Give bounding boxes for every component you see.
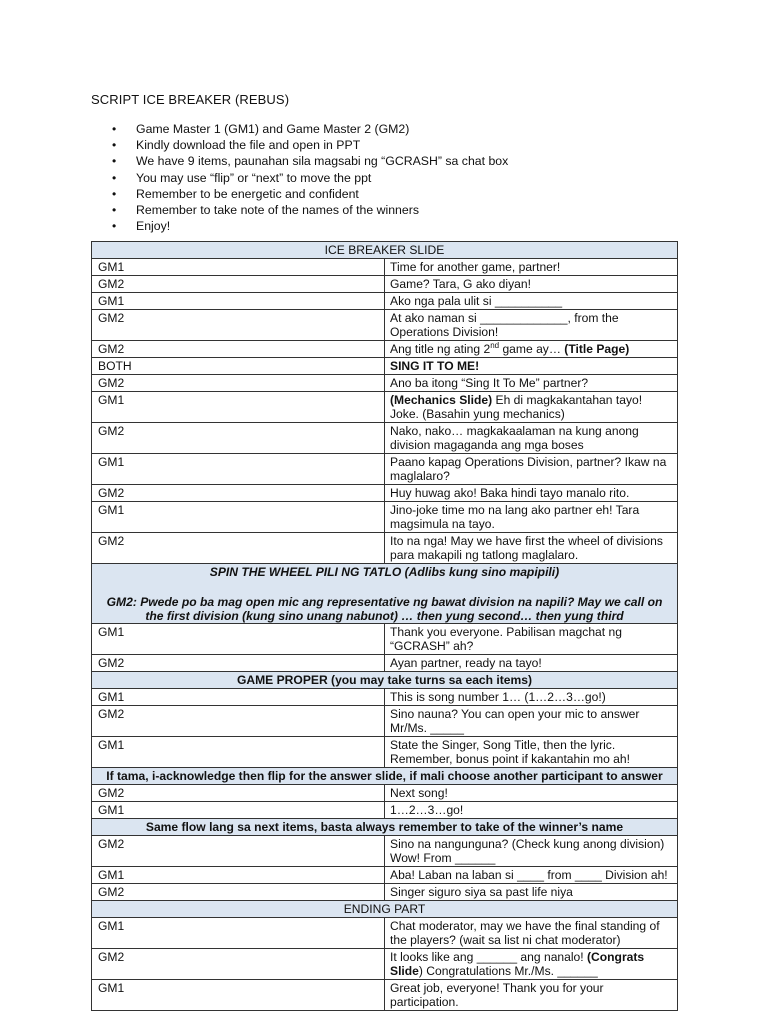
speaker-cell: GM1 bbox=[92, 454, 385, 485]
line-cell bbox=[385, 867, 678, 884]
line-text: ) Congratulations Mr./Ms. ______ bbox=[418, 964, 598, 978]
line-cell bbox=[385, 949, 678, 980]
speaker-cell: GM2 bbox=[92, 533, 385, 564]
line-cell bbox=[385, 454, 678, 485]
speaker-cell: GM1 bbox=[92, 259, 385, 276]
line-text: Singer siguro siya sa past life niya bbox=[390, 885, 573, 899]
section-title: SPIN THE WHEEL PILI NG TATLO (Adlibs kung sino mapipili) bbox=[209, 565, 560, 579]
table-row bbox=[92, 867, 678, 884]
line-text: This is song number 1… (1…2…3…go!) bbox=[390, 690, 606, 704]
ending-rows bbox=[92, 918, 678, 1011]
spin-rows bbox=[92, 624, 678, 672]
table-row bbox=[92, 802, 678, 819]
table-row bbox=[92, 980, 678, 1011]
list-item: • Game Master 1 (GM1) and Game Master 2 (GM2) bbox=[112, 121, 508, 137]
line-text: Ayan partner, ready na tayo! bbox=[390, 656, 542, 670]
list-item: • Enjoy! bbox=[112, 218, 508, 234]
table-row bbox=[92, 884, 678, 901]
speaker-cell: GM2 bbox=[92, 706, 385, 737]
speaker-cell: GM2 bbox=[92, 375, 385, 392]
speaker-cell: GM2 bbox=[92, 341, 385, 358]
line-cell bbox=[385, 293, 678, 310]
table-row bbox=[92, 836, 678, 867]
game-proper-rows bbox=[92, 689, 678, 768]
line-cell bbox=[385, 689, 678, 706]
line-cell bbox=[385, 655, 678, 672]
instruction-list bbox=[112, 121, 508, 234]
line-text: Next song! bbox=[390, 786, 448, 800]
table-row bbox=[92, 624, 678, 655]
same-flow-rows bbox=[92, 836, 678, 901]
table-row bbox=[92, 423, 678, 454]
table-row bbox=[92, 706, 678, 737]
speaker-cell: GM2 bbox=[92, 276, 385, 293]
section-header-spin-wheel bbox=[92, 564, 678, 624]
table-row bbox=[92, 655, 678, 672]
table-row bbox=[92, 949, 678, 980]
table-row bbox=[92, 689, 678, 706]
table-row bbox=[92, 358, 678, 375]
page-title: SCRIPT ICE BREAKER (REBUS) bbox=[91, 92, 290, 107]
speaker-cell: GM2 bbox=[92, 310, 385, 341]
line-cell bbox=[385, 918, 678, 949]
section-title: Same flow lang sa next items, basta always remember to take of the winner’s name bbox=[92, 819, 678, 836]
speaker-cell: GM1 bbox=[92, 624, 385, 655]
line-cell bbox=[385, 310, 678, 341]
table-row bbox=[92, 485, 678, 502]
speaker-cell: GM2 bbox=[92, 949, 385, 980]
section-header-ice-breaker bbox=[92, 242, 678, 259]
line-text: Great job, everyone! Thank you for your participation. bbox=[390, 981, 604, 1009]
script-table bbox=[91, 241, 678, 1011]
line-text: It looks like ang ______ ang nanalo! bbox=[390, 950, 588, 964]
if-tama-rows bbox=[92, 785, 678, 819]
table-row bbox=[92, 454, 678, 485]
speaker-cell: GM2 bbox=[92, 655, 385, 672]
speaker-cell: GM1 bbox=[92, 802, 385, 819]
line-text: Chat moderator, may we have the final standing of the players? (wait sa list ni chat moderator) bbox=[390, 919, 660, 947]
line-text: 1…2…3…go! bbox=[390, 803, 464, 817]
list-item: • You may use “flip” or “next” to move the ppt bbox=[112, 170, 508, 186]
line-cell bbox=[385, 785, 678, 802]
line-cell bbox=[385, 358, 678, 375]
section-header-if-tama bbox=[92, 768, 678, 785]
line-text: Paano kapag Operations Division, partner? Ikaw na maglalaro? bbox=[390, 455, 667, 483]
ice-breaker-rows bbox=[92, 259, 678, 564]
line-cell bbox=[385, 375, 678, 392]
speaker-cell: GM1 bbox=[92, 293, 385, 310]
section-header-same-flow bbox=[92, 819, 678, 836]
table-row bbox=[92, 918, 678, 949]
line-text: Ako nga pala ulit si __________ bbox=[390, 294, 563, 308]
speaker-cell: GM1 bbox=[92, 502, 385, 533]
line-cell bbox=[385, 533, 678, 564]
table-row bbox=[92, 737, 678, 768]
line-text: Sino na nangunguna? (Check kung anong division) Wow! From ______ bbox=[390, 837, 665, 865]
list-item: • Remember to be energetic and confident bbox=[112, 186, 508, 202]
table-row bbox=[92, 310, 678, 341]
speaker-cell: GM1 bbox=[92, 918, 385, 949]
line-cell bbox=[385, 341, 678, 358]
speaker-cell: GM2 bbox=[92, 836, 385, 867]
line-cell bbox=[385, 980, 678, 1011]
list-item: • Remember to take note of the names of the winners bbox=[112, 202, 508, 218]
line-cell bbox=[385, 276, 678, 293]
superscript-text: nd bbox=[490, 340, 500, 350]
speaker-cell: GM2 bbox=[92, 884, 385, 901]
section-title: ENDING PART bbox=[92, 901, 678, 918]
speaker-cell: GM1 bbox=[92, 392, 385, 423]
table-row bbox=[92, 276, 678, 293]
line-cell bbox=[385, 259, 678, 276]
line-cell bbox=[385, 802, 678, 819]
speaker-cell: GM2 bbox=[92, 423, 385, 454]
speaker-cell: GM1 bbox=[92, 867, 385, 884]
table-row bbox=[92, 502, 678, 533]
table-row bbox=[92, 341, 678, 358]
line-text: Aba! Laban na laban si ____ from ____ Division ah! bbox=[390, 868, 668, 882]
line-text: Jino-joke time mo na lang ako partner eh! Tara magsimula na tayo. bbox=[390, 503, 640, 531]
line-text: Nako, nako… magkakaalaman na kung anong division magaganda ang mga boses bbox=[390, 424, 639, 452]
section-note: GM2: Pwede po ba mag open mic ang representative ng bawat division na napili? May we call on the first division (kung sino unang nabunot) … then yung second… then yung third bbox=[106, 595, 663, 623]
table-row bbox=[92, 392, 678, 423]
line-bold-text: (Title Page) bbox=[564, 342, 630, 356]
table-row bbox=[92, 785, 678, 802]
line-cell bbox=[385, 485, 678, 502]
list-item: • We have 9 items, paunahan sila magsabi ng “GCRASH” sa chat box bbox=[112, 153, 508, 169]
line-text: Thank you everyone. Pabilisan magchat ng “GCRASH” ah? bbox=[390, 625, 622, 653]
line-text: Ang title ng ating 2 bbox=[390, 342, 491, 356]
speaker-cell: GM1 bbox=[92, 689, 385, 706]
line-cell bbox=[385, 624, 678, 655]
section-title: If tama, i-acknowledge then flip for the answer slide, if mali choose another participant to answer bbox=[92, 768, 678, 785]
line-cell bbox=[385, 884, 678, 901]
line-bold-text: (Congrats Slide bbox=[390, 950, 645, 978]
line-text: Time for another game, partner! bbox=[390, 260, 561, 274]
line-bold-text: (Mechanics Slide) bbox=[390, 393, 493, 407]
line-text: Huy huwag ako! Baka hindi tayo manalo rito. bbox=[390, 486, 630, 500]
line-text: Ano ba itong “Sing It To Me” partner? bbox=[390, 376, 589, 390]
line-cell bbox=[385, 737, 678, 768]
section-header-game-proper bbox=[92, 672, 678, 689]
table-row bbox=[92, 375, 678, 392]
line-text: Eh di magkakantahan tayo! Joke. (Basahin yung mechanics) bbox=[390, 393, 643, 421]
line-text: game ay… bbox=[499, 342, 565, 356]
line-cell bbox=[385, 423, 678, 454]
speaker-cell: GM2 bbox=[92, 785, 385, 802]
line-bold-text: SING IT TO ME! bbox=[390, 359, 480, 373]
line-cell bbox=[385, 706, 678, 737]
section-header-ending bbox=[92, 901, 678, 918]
speaker-cell: GM2 bbox=[92, 485, 385, 502]
table-row bbox=[92, 293, 678, 310]
speaker-cell: GM1 bbox=[92, 980, 385, 1011]
line-text: Ito na nga! May we have first the wheel of divisions para makapili ng tatlong maglalaro. bbox=[390, 534, 663, 562]
table-row bbox=[92, 533, 678, 564]
section-title: ICE BREAKER SLIDE bbox=[92, 242, 678, 259]
line-text: At ako naman si _____________, from the Operations Division! bbox=[390, 311, 619, 339]
line-text: Sino nauna? You can open your mic to answer Mr/Ms. _____ bbox=[390, 707, 640, 735]
speaker-cell: BOTH bbox=[92, 358, 385, 375]
line-text: Game? Tara, G ako diyan! bbox=[390, 277, 531, 291]
speaker-cell: GM1 bbox=[92, 737, 385, 768]
line-cell bbox=[385, 392, 678, 423]
line-text: State the Singer, Song Title, then the lyric. Remember, bonus point if kakantahin mo ah! bbox=[390, 738, 630, 766]
section-title: GAME PROPER (you may take turns sa each items) bbox=[92, 672, 678, 689]
line-cell bbox=[385, 836, 678, 867]
table-row bbox=[92, 259, 678, 276]
list-item: • Kindly download the file and open in PPT bbox=[112, 137, 508, 153]
line-cell bbox=[385, 502, 678, 533]
